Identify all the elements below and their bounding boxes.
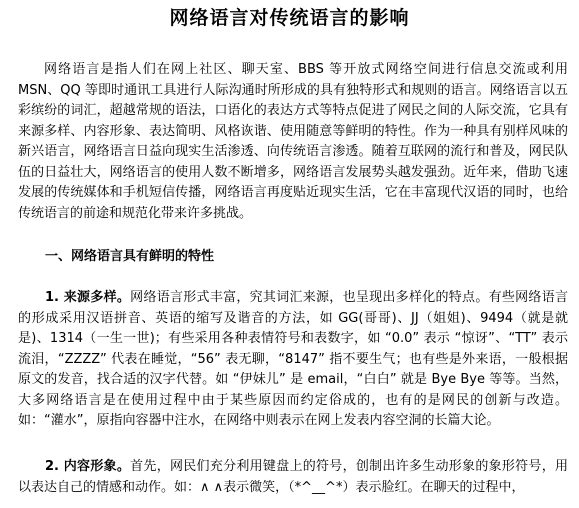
point-text-1: 网络语言形式丰富，究其词汇来源，也呈现出多样化的特点。有些网络语言的形成采用汉语拼音、英语的缩写及谐音的方法，如 GG(哥哥)、JJ（姐姐)、9494（就是就是)、1314（一生一世)；有些采用各种表情符号和表数字，如 “0.0” 表示 “惊讶”、“TT” 表示流泪，“ZZZZ” 代表在睡觉，“56” 表无聊，“8147” 指不要生气；也有些是外来语，一般根据原文的发音，找合适的汉字代替。如 “伊妹儿” 是 email，“白白” 就是 Bye Bye 等等。当然，大多网络语言是在使用过程中由于某些原因而约定俗成的，也有的是网民的创新与改造。如：“灌水”，原指向容器中注水，在网络中则表示在网上发表内容空洞的长篇大论。: [18, 290, 568, 428]
intro-paragraph: 网络语言是指人们在网上社区、聊天室、BBS 等开放式网络空间进行信息交流或利用 MSN、QQ 等即时通讯工具进行人际沟通时所形成的具有独特形式和规则的语言。网络语言以五彩缤纷的词汇，超越常规的语法，口语化的表达方式等特点促进了网民之间的人际交流，它具有来源多样、内容形象、表达简明、风格诙谐、使用随意等鲜明的特性。作为一种具有别样风味的新兴语言，网络语言日益向现实生活渗透、向传统语言渗透。随着互联网的流行和普及，网民队伍的日益壮大，网络语言的使用人数不断增多，网络语言发展势头越发强劲。近年来，借助飞速发展的传统媒体和手机短信传播，网络语言再度贴近现实生活，它在丰富现代汉语的同时，也给传统语言的前途和规范化带来许多挑战。: [18, 62, 568, 221]
point-lead-1: 1. 来源多样。: [45, 290, 131, 305]
point-paragraph-2: [18, 457, 568, 498]
document-title: 网络语言对传统语言的影响: [169, 7, 410, 29]
point-lead-2: 2. 内容形象。: [45, 459, 131, 474]
point-text-2: 首先，网民们充分利用键盘上的符号，创制出许多生动形象的象形符号，用以表达自己的情感和动作。如：∧ ∧表示微笑，（*^__^*）表示脸红。在聊天的过程中，: [18, 459, 568, 495]
point-paragraph-1: [18, 288, 568, 432]
section-heading: 一、网络语言具有鲜明的特性: [45, 249, 215, 264]
